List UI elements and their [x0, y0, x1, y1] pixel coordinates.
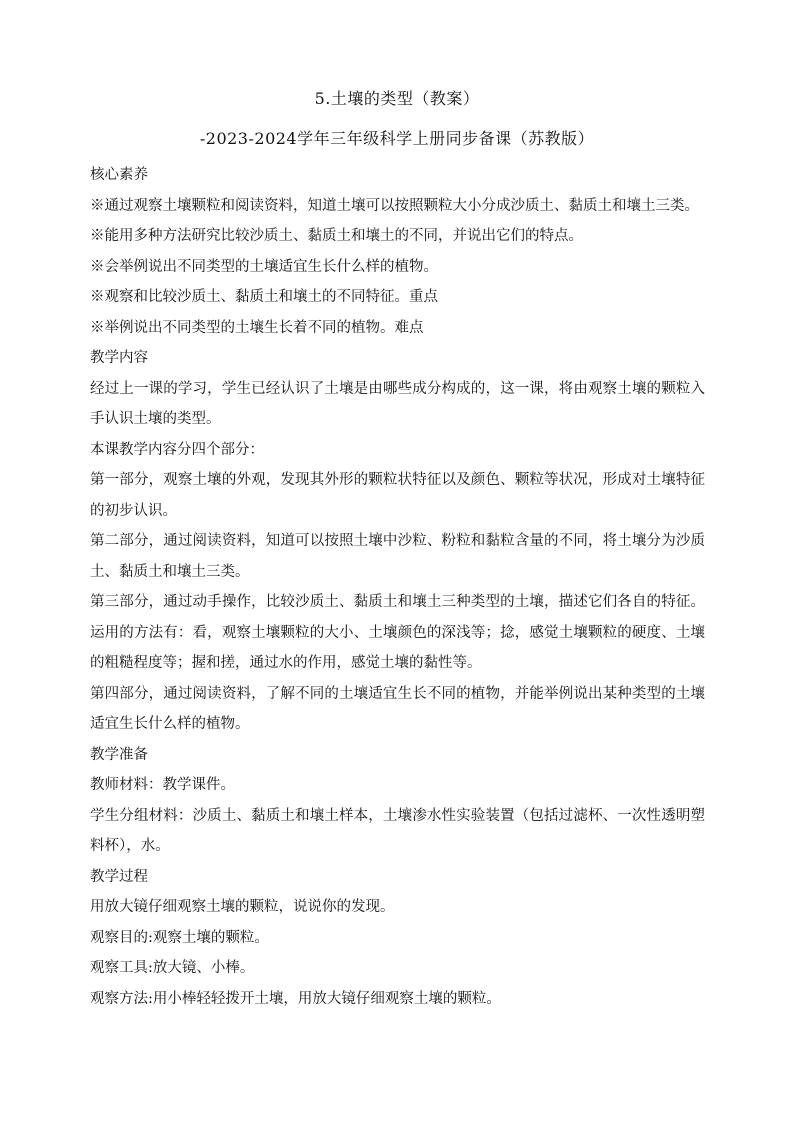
paragraph: 第一部分，观察土壤的外观，发现其外形的颗粒状特征以及颜色、颗粒等状况，形成对土壤特征的初步认识。	[90, 472, 705, 519]
section-heading-teaching-content: 教学内容	[90, 350, 148, 366]
paragraph: ※观察和比较沙质土、黏质土和壤土的不同特征。重点	[90, 289, 438, 305]
paragraph: ※能用多种方法研究比较沙质土、黏质土和壤土的不同，并说出它们的特点。	[90, 228, 583, 244]
paragraph: 教师材料：教学课件。	[90, 777, 235, 793]
paragraph: ※通过观察土壤颗粒和阅读资料，知道土壤可以按照颗粒大小分成沙质土、黏质土和壤土三类。	[90, 197, 699, 214]
paragraph: 经过上一课的学习，学生已经认识了土壤是由哪些成分构成的，这一课，将由观察土壤的颗粒入手认识土壤的类型。	[90, 380, 705, 427]
paragraph: ※会举例说出不同类型的土壤适宜生长什么样的植物。	[90, 258, 438, 275]
paragraph: 本课教学内容分四个部分：	[90, 441, 264, 458]
document-body	[90, 160, 705, 1014]
paragraph: 用放大镜仔细观察土壤的颗粒，说说你的发现。	[90, 899, 395, 915]
section-heading-teaching-preparation: 教学准备	[90, 746, 148, 763]
paragraph: 观察工具:放大镜、小棒。	[90, 960, 255, 976]
document-subtitle: -2023-2024学年三年级科学上册同步备课（苏教版）	[199, 129, 595, 148]
paragraph: 第四部分，通过阅读资料，了解不同的土壤适宜生长不同的植物，并能举例说出某种类型的土壤适宜生长什么样的植物。	[90, 685, 705, 732]
paragraph: 观察目的:观察土壤的颗粒。	[90, 929, 269, 946]
paragraph: 第三部分，通过动手操作，比较沙质土、黏质土和壤土三种类型的土壤，描述它们各自的特征。运用的方法有：看，观察土壤颗粒的大小、土壤颜色的深浅等；捻，感觉土壤颗粒的硬度、土壤的粗糙程度等；握和搓，通过水的作用，感觉土壤的黏性等。	[90, 594, 705, 671]
section-heading-teaching-process: 教学过程	[90, 868, 148, 885]
paragraph: 学生分组材料：沙质土、黏质土和壤土样本，土壤渗水性实验装置（包括过滤杯、一次性透明塑料杯），水。	[90, 807, 705, 854]
section-heading-core-literacy: 核心素养	[90, 167, 148, 183]
paragraph: 观察方法:用小棒轻轻拨开土壤，用放大镜仔细观察土壤的颗粒。	[90, 990, 501, 1007]
document-title: 5.土壤的类型（教案）	[314, 89, 480, 108]
paragraph: 第二部分，通过阅读资料，知道可以按照土壤中沙粒、粉粒和黏粒含量的不同，将土壤分为沙质土、黏质土和壤土三类。	[90, 533, 705, 580]
paragraph: ※举例说出不同类型的土壤生长着不同的植物。难点	[90, 319, 424, 336]
